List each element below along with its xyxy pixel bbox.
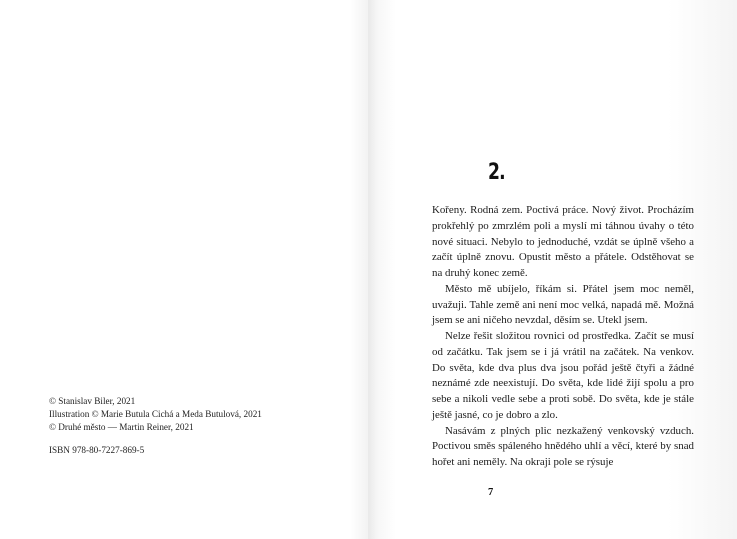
paragraph: Kořeny. Rodná zem. Poctivá práce. Nový život. Procházím prokřehlý po zmrzlém poli a myslí mi táhnou úvahy o této nové situaci. Nebylo to jednoduché, vzdát se úplně všeho a začít úplně znovu. Opustit město a přátele. Odstěhovat se na druhý konec země. [432, 204, 694, 279]
paragraph: Město mě ubíjelo, říkám si. Přátel jsem moc neměl, uvažuji. Tahle země ani není moc velká, napadá mě. Možná jsem se ani ničeho nevzdal, děsím se. Utekl jsem. [432, 282, 694, 327]
copyright-author: © Stanislav Biler, 2021 [49, 396, 136, 406]
copyright-illustration: Illustration © Marie Butula Cichá a Meda Butulová, 2021 [49, 409, 262, 419]
body-text [432, 203, 694, 471]
paragraph: Nelze řešit složitou rovnici od prostředka. Začít se musí od začátku. Tak jsem se i já vrátil na začátek. Na venkov. Do světa, kde dva plus dva jsou pořád ještě čtyři a žádné neznámé zde neexistují. Do světa, kde lidé žijí spolu a pro sebe a nikoli vedle sebe a proti sobě. Do světa, kde je stále ještě jasné, co je dobro a zlo. [432, 330, 694, 421]
isbn: ISBN 978-80-7227-869-5 [49, 445, 145, 455]
copyright-publisher: © Druhé město — Martin Reiner, 2021 [49, 422, 194, 432]
chapter-number: 2. [488, 160, 505, 185]
colophon [49, 395, 262, 457]
left-page [0, 0, 368, 539]
page-number: 7 [488, 487, 494, 498]
right-page [368, 0, 737, 539]
paragraph: Nasávám z plných plic nezkažený venkovský vzduch. Poctivou směs spáleného hnědého uhlí a věcí, které by snad hořet ani neměly. Na okraji pole se rýsuje [432, 424, 694, 468]
gutter-shadow [350, 0, 368, 539]
